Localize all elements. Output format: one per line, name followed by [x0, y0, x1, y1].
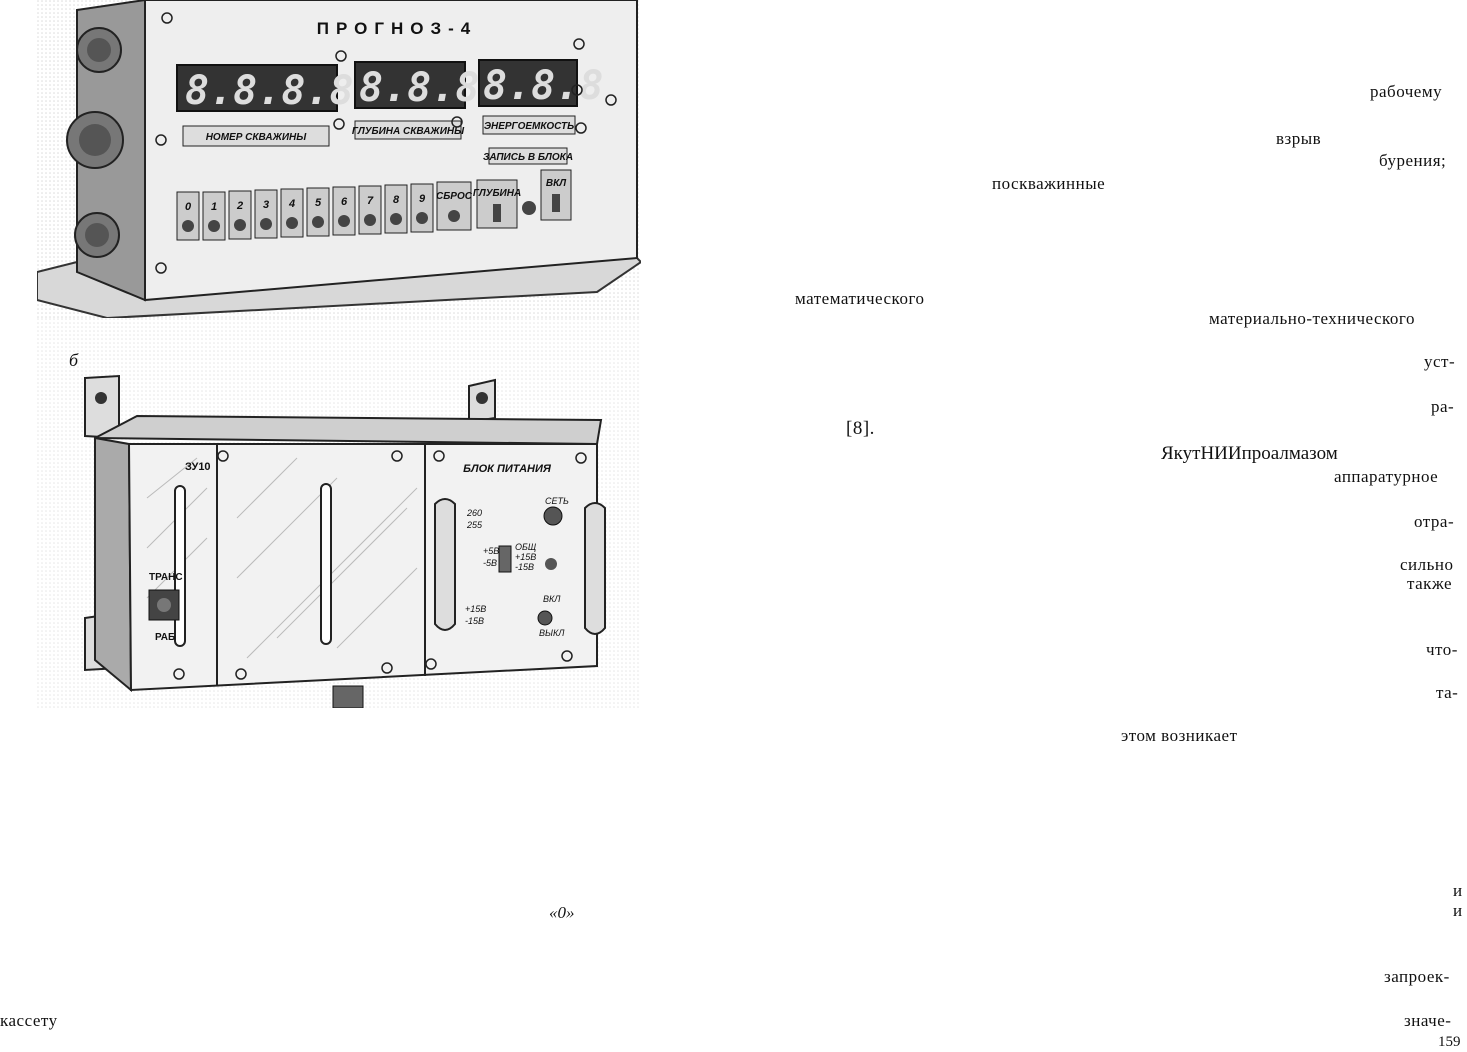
key-8: [385, 185, 407, 233]
label-well-depth: ГЛУБИНА СКВАЖИНЫ: [351, 126, 465, 137]
word-poskvazhinnye: поскважинные: [992, 174, 1106, 193]
word-i-2: и: [1453, 901, 1463, 920]
voltage-plus5: +5В: [483, 546, 500, 556]
svg-text:7: 7: [366, 195, 374, 207]
word-rabochemu: рабочему: [1370, 82, 1443, 101]
word-zero-quoted: «0»: [549, 903, 575, 922]
label-common: ОБЩ: [515, 542, 537, 552]
key-reset: [436, 182, 473, 230]
word-znache: значе-: [1404, 1011, 1452, 1030]
svg-text:ГЛУБИНА: ГЛУБИНА: [472, 188, 522, 199]
voltage-minus5: -5В: [483, 558, 498, 568]
network-lamp-icon: [544, 507, 562, 525]
svg-text:8: 8: [392, 194, 400, 206]
key-7: [359, 186, 381, 234]
svg-text:3: 3: [262, 199, 270, 211]
label-off: ВЫКЛ: [539, 628, 565, 638]
svg-text:1: 1: [210, 201, 218, 213]
svg-text:6: 6: [340, 196, 348, 208]
label-rab: РАБ: [155, 632, 176, 643]
label-on: ВКЛ: [543, 594, 561, 604]
word-bureniya: бурения;: [1379, 151, 1447, 170]
word-etom-voznikaet: этом возникает: [1121, 726, 1238, 745]
word-materialno-tekhnicheskogo: материально-технического: [1209, 309, 1415, 328]
key-depth: [473, 180, 521, 228]
word-zaproek: запроек-: [1384, 967, 1450, 986]
svg-text:9: 9: [418, 193, 426, 205]
label-record-block: ЗАПИСЬ В БЛОКА: [482, 152, 574, 163]
key-6: [333, 187, 355, 235]
word-ra: ра-: [1431, 397, 1455, 416]
key-2: [229, 191, 251, 239]
figure-b-letter: б: [69, 350, 79, 370]
svg-text:8.8.8.8: 8.8.8.8: [185, 68, 354, 114]
key-9: [411, 184, 433, 232]
word-kassetu: кассету: [0, 1011, 58, 1030]
svg-text:ВКЛ: ВКЛ: [545, 178, 567, 189]
key-1: [203, 192, 225, 240]
word-silno: сильно: [1400, 555, 1454, 574]
voltage-minus15-right: -15В: [515, 562, 535, 572]
key-0: [177, 192, 199, 240]
digit-displays: [177, 60, 603, 114]
figure-device-prognoz4: [37, 0, 641, 318]
key-5: [307, 188, 329, 236]
label-zu10: ЗУ10: [185, 461, 211, 473]
key-power-on: [541, 170, 571, 220]
word-i-1: и: [1453, 881, 1463, 900]
key-3: [255, 190, 277, 238]
label-energy: ЭНЕРГОЕМКОСТЬ: [483, 121, 575, 132]
voltage-plus15-right: +15В: [515, 552, 537, 562]
svg-text:8.8.8: 8.8.8: [359, 65, 480, 111]
label-trans: ТРАНС: [149, 572, 183, 583]
reference-8: [8].: [846, 418, 875, 439]
svg-text:2: 2: [236, 200, 244, 212]
voltage-minus15: -15В: [465, 616, 485, 626]
device-title: ПРОГНОЗ-4: [316, 19, 478, 38]
page-number: 159: [1438, 1034, 1461, 1050]
word-apparaturnoe: аппаратурное: [1334, 467, 1439, 486]
figure-power-block: [37, 318, 641, 708]
word-otra: отра-: [1414, 512, 1455, 531]
power-toggle-icon: [538, 611, 552, 625]
word-takzhe: также: [1407, 574, 1453, 593]
label-well-number: НОМЕР СКВАЖИНЫ: [205, 132, 307, 143]
svg-text:4: 4: [288, 198, 296, 210]
word-chto: что-: [1426, 640, 1458, 659]
voltage-255: 255: [467, 520, 483, 530]
voltage-260: 260: [467, 508, 483, 518]
label-power-block: БЛОК ПИТАНИЯ: [463, 463, 551, 475]
word-yakutniiproalmazom: ЯкутНИИпроалмазом: [1161, 443, 1338, 464]
key-4: [281, 189, 303, 237]
voltage-plus15: +15В: [465, 604, 487, 614]
word-matematicheskogo: математического: [795, 289, 925, 308]
word-vzryv: взрыв: [1276, 129, 1322, 148]
svg-text:8.8.8: 8.8.8: [483, 63, 604, 109]
svg-text:СБРОС: СБРОС: [436, 191, 472, 202]
word-ta: та-: [1436, 683, 1459, 702]
svg-text:0: 0: [184, 201, 192, 213]
label-network: СЕТЬ: [545, 496, 569, 506]
word-ust: уст-: [1424, 352, 1456, 371]
svg-text:5: 5: [314, 197, 322, 209]
